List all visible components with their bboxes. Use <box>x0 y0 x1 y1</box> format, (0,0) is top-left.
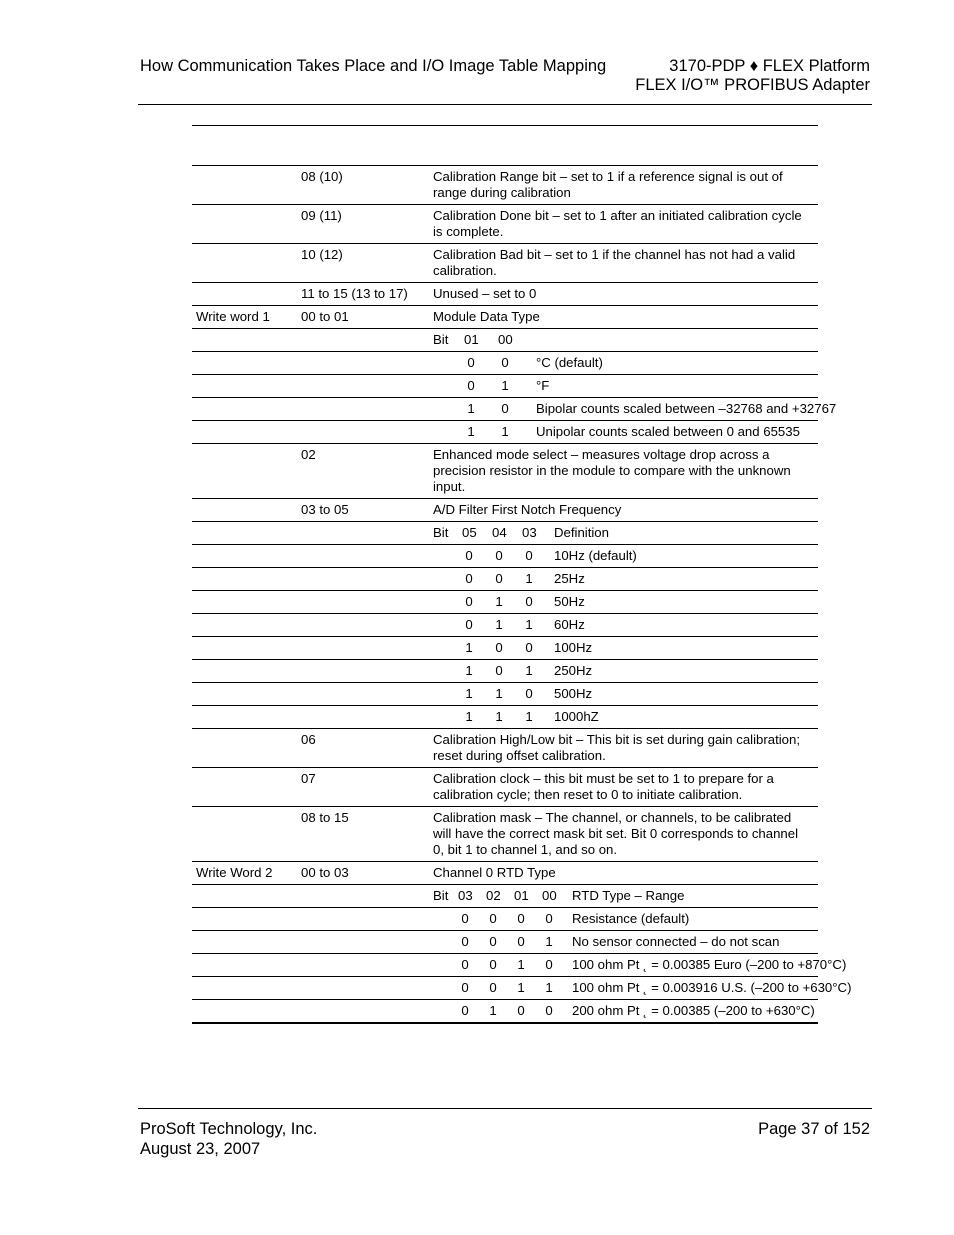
bit-value-row <box>433 332 818 348</box>
table-row <box>192 884 818 907</box>
bit-value-row <box>433 401 837 417</box>
bit-value-cell: 1 <box>545 934 553 949</box>
bit-value-cell: 0 <box>461 934 469 949</box>
bit-value-cell: 1 <box>465 640 473 655</box>
bit-value-cell: 0 <box>461 980 469 995</box>
bit-value-cell: 0 <box>545 1003 553 1018</box>
bit-cell: 08 to 15 <box>301 810 349 825</box>
bit-value-cell: 1 <box>545 980 553 995</box>
bit-cell: 03 to 05 <box>301 502 349 517</box>
bit-value-cell: 0 <box>489 980 497 995</box>
bit-value-cell: 0 <box>467 378 475 393</box>
bit-value-cell: 1 <box>495 709 503 724</box>
bit-value-cell: 1 <box>517 980 525 995</box>
table-row <box>192 806 818 861</box>
bit-value-cell: 0 <box>545 957 553 972</box>
bit-value-cell: 0 <box>525 594 533 609</box>
definition-cell: 25Hz <box>554 571 585 586</box>
table-row <box>192 374 818 397</box>
table-row <box>192 420 818 443</box>
header-divider <box>138 104 872 105</box>
bit-value-row <box>433 888 818 904</box>
definition-cell: Bipolar counts scaled between –32768 and +32767 <box>536 401 837 416</box>
footer-company: ProSoft Technology, Inc. <box>140 1120 318 1138</box>
table-row <box>192 728 818 767</box>
bit-value-cell: 1 <box>489 1003 497 1018</box>
bit-cell: 11 to 15 (13 to 17) <box>301 286 408 301</box>
bit-value-cell: 0 <box>501 401 509 416</box>
table-row <box>192 243 818 282</box>
bit-value-cell: 0 <box>525 640 533 655</box>
bit-value-cell: 1 <box>525 571 533 586</box>
bit-value-cell: 1 <box>467 401 475 416</box>
bit-value-row <box>433 709 818 725</box>
bit-value-cell: 0 <box>461 911 469 926</box>
definition-cell: °F <box>536 378 550 393</box>
bit-value-cell: 0 <box>517 934 525 949</box>
bit-value-cell: 1 <box>465 686 473 701</box>
bit-value-cell: 0 <box>517 1003 525 1018</box>
definition-cell: °C (default) <box>536 355 603 370</box>
bit-value-cell: 1 <box>465 663 473 678</box>
definition-cell: Resistance (default) <box>572 911 690 926</box>
bit-value-cell: 0 <box>517 911 525 926</box>
table-row <box>192 767 818 806</box>
definition-cell: 250Hz <box>554 663 593 678</box>
bit-value-row <box>433 571 818 587</box>
table-row <box>192 397 837 420</box>
table-row <box>192 305 818 328</box>
table-row <box>192 282 818 305</box>
bit-value-row <box>433 617 818 633</box>
description-cell: A/D Filter First Notch Frequency <box>433 502 622 517</box>
bit-value-cell: 03 <box>522 525 537 540</box>
bit-label-cell: Bit <box>433 332 449 347</box>
bit-cell: 02 <box>301 447 316 462</box>
definition-cell: 100Hz <box>554 640 593 655</box>
bit-value-cell: 01 <box>514 888 529 903</box>
bit-value-row <box>433 663 818 679</box>
bit-value-cell: 0 <box>545 911 553 926</box>
description-cell: Calibration Done bit – set to 1 after an initiated calibration cycle is complete. <box>433 208 802 239</box>
bit-cell: 10 (12) <box>301 247 343 262</box>
bit-value-row <box>433 1003 818 1019</box>
bit-value-cell: 0 <box>489 934 497 949</box>
bit-value-row <box>433 525 818 541</box>
bit-value-cell: 0 <box>495 663 503 678</box>
bit-value-row <box>433 594 818 610</box>
bit-value-row <box>433 640 818 656</box>
bit-value-cell: 0 <box>465 548 473 563</box>
table-row <box>192 976 852 999</box>
bit-value-cell: 05 <box>462 525 477 540</box>
table-row <box>192 705 818 728</box>
bit-value-cell: 04 <box>492 525 507 540</box>
table-row <box>192 544 818 567</box>
bit-label-cell: Bit <box>433 525 449 540</box>
word-cell: Write word 1 <box>196 309 270 324</box>
footer-divider <box>138 1108 872 1109</box>
table-top-rule <box>192 125 818 126</box>
bit-value-cell: 0 <box>465 594 473 609</box>
bit-value-row <box>433 548 818 564</box>
description-cell: Calibration Bad bit – set to 1 if the channel has not had a valid calibration. <box>433 247 796 278</box>
table-row <box>192 861 818 884</box>
bit-value-cell: 0 <box>461 1003 469 1018</box>
definition-cell: Definition <box>554 525 609 540</box>
table-row <box>192 907 818 930</box>
bit-value-row <box>433 980 852 996</box>
description-cell: Calibration clock – this bit must be set to 1 to prepare for a calibration cycle; then reset to 0 to initiate calibration. <box>433 771 774 802</box>
bit-value-cell: 1 <box>495 594 503 609</box>
description-cell: Calibration High/Low bit – This bit is set during gain calibration; reset during offset calibration. <box>433 732 801 763</box>
header-section-title: How Communication Takes Place and I/O Image Table Mapping <box>140 57 607 75</box>
bit-cell: 09 (11) <box>301 208 342 223</box>
definition-cell: Unipolar counts scaled between 0 and 65535 <box>536 424 800 439</box>
bit-value-cell: 03 <box>458 888 473 903</box>
word-cell: Write Word 2 <box>196 865 273 880</box>
bit-value-cell: 0 <box>461 957 469 972</box>
bit-value-cell: 1 <box>467 424 475 439</box>
header-product-line1: 3170-PDP ♦ FLEX Platform <box>669 57 870 75</box>
bit-value-row <box>433 355 818 371</box>
bit-value-row <box>433 424 818 440</box>
bit-cell: 08 (10) <box>301 169 343 184</box>
table-row <box>192 590 818 613</box>
bit-value-cell: 0 <box>465 617 473 632</box>
description-cell: Calibration mask – The channel, or channels, to be calibrated will have the correct mask bit set. Bit 0 corresponds to channel 0, bit 1 to channel 1, and so on. <box>433 810 799 857</box>
bit-value-cell: 02 <box>486 888 501 903</box>
bit-cell: 00 to 01 <box>301 309 349 324</box>
bit-value-cell: 1 <box>517 957 525 972</box>
description-cell: Module Data Type <box>433 309 540 324</box>
footer-page-number: Page 37 of 152 <box>758 1120 870 1138</box>
bit-value-cell: 1 <box>465 709 473 724</box>
bit-value-cell: 1 <box>525 663 533 678</box>
table-row <box>192 999 818 1024</box>
definition-cell: 60Hz <box>554 617 585 632</box>
definition-cell: 1000hZ <box>554 709 599 724</box>
bit-value-cell: 0 <box>465 571 473 586</box>
bit-value-cell: 0 <box>495 548 503 563</box>
bit-value-cell: 0 <box>495 571 503 586</box>
bit-value-cell: 00 <box>542 888 557 903</box>
description-cell: Channel 0 RTD Type <box>433 865 556 880</box>
bit-value-row <box>433 934 818 950</box>
bit-value-cell: 0 <box>501 355 509 370</box>
bit-value-row <box>433 686 818 702</box>
bit-value-row <box>433 911 818 927</box>
description-cell: Enhanced mode select – measures voltage drop across a precision resistor in the module to compare with the unknown input. <box>433 447 791 494</box>
bit-definition-table <box>192 165 852 1024</box>
bit-value-cell: 1 <box>525 617 533 632</box>
table-row <box>192 204 818 243</box>
footer-date: August 23, 2007 <box>140 1139 261 1158</box>
table-row <box>192 443 818 498</box>
bit-value-cell: 0 <box>489 957 497 972</box>
definition-cell: 200 ohm Pt ˛ = 0.00385 (–200 to +630°C) <box>572 1003 815 1018</box>
bit-value-cell: 00 <box>498 332 513 347</box>
bit-cell: 00 to 03 <box>301 865 349 880</box>
definition-cell: 10Hz (default) <box>554 548 637 563</box>
table-row <box>192 567 818 590</box>
description-cell: Unused – set to 0 <box>433 286 537 301</box>
bit-cell: 06 <box>301 732 316 747</box>
bit-value-cell: 01 <box>464 332 479 347</box>
bit-value-cell: 0 <box>525 686 533 701</box>
definition-cell: 100 ohm Pt ˛ = 0.003916 U.S. (–200 to +630°C) <box>572 980 852 995</box>
definition-cell: 500Hz <box>554 686 593 701</box>
table-row <box>192 498 818 521</box>
table-row <box>192 613 818 636</box>
header-product <box>635 57 870 95</box>
definition-cell: No sensor connected – do not scan <box>572 934 780 949</box>
bit-value-cell: 1 <box>501 424 509 439</box>
description-cell: Calibration Range bit – set to 1 if a reference signal is out of range during calibration <box>433 169 783 200</box>
definition-cell: 100 ohm Pt ˛ = 0.00385 Euro (–200 to +870°C) <box>572 957 847 972</box>
table-row <box>192 351 818 374</box>
bit-value-cell: 1 <box>495 617 503 632</box>
definition-cell: RTD Type – Range <box>572 888 685 903</box>
bit-cell: 07 <box>301 771 316 786</box>
definition-cell: 50Hz <box>554 594 585 609</box>
table-row <box>192 930 818 953</box>
table-row <box>192 953 847 976</box>
bit-value-cell: 0 <box>525 548 533 563</box>
bit-value-cell: 0 <box>495 640 503 655</box>
bit-value-row <box>433 378 818 394</box>
bit-value-row <box>433 957 847 973</box>
table-row <box>192 636 818 659</box>
bit-value-cell: 0 <box>467 355 475 370</box>
table-row <box>192 521 818 544</box>
bit-value-cell: 0 <box>489 911 497 926</box>
bit-value-cell: 1 <box>501 378 509 393</box>
table-row <box>192 328 818 351</box>
table-row <box>192 659 818 682</box>
table-row <box>192 165 818 204</box>
table-row <box>192 682 818 705</box>
bit-value-cell: 1 <box>525 709 533 724</box>
header-product-line2: FLEX I/O™ PROFIBUS Adapter <box>635 76 870 94</box>
bit-value-cell: 1 <box>495 686 503 701</box>
bit-label-cell: Bit <box>433 888 449 903</box>
